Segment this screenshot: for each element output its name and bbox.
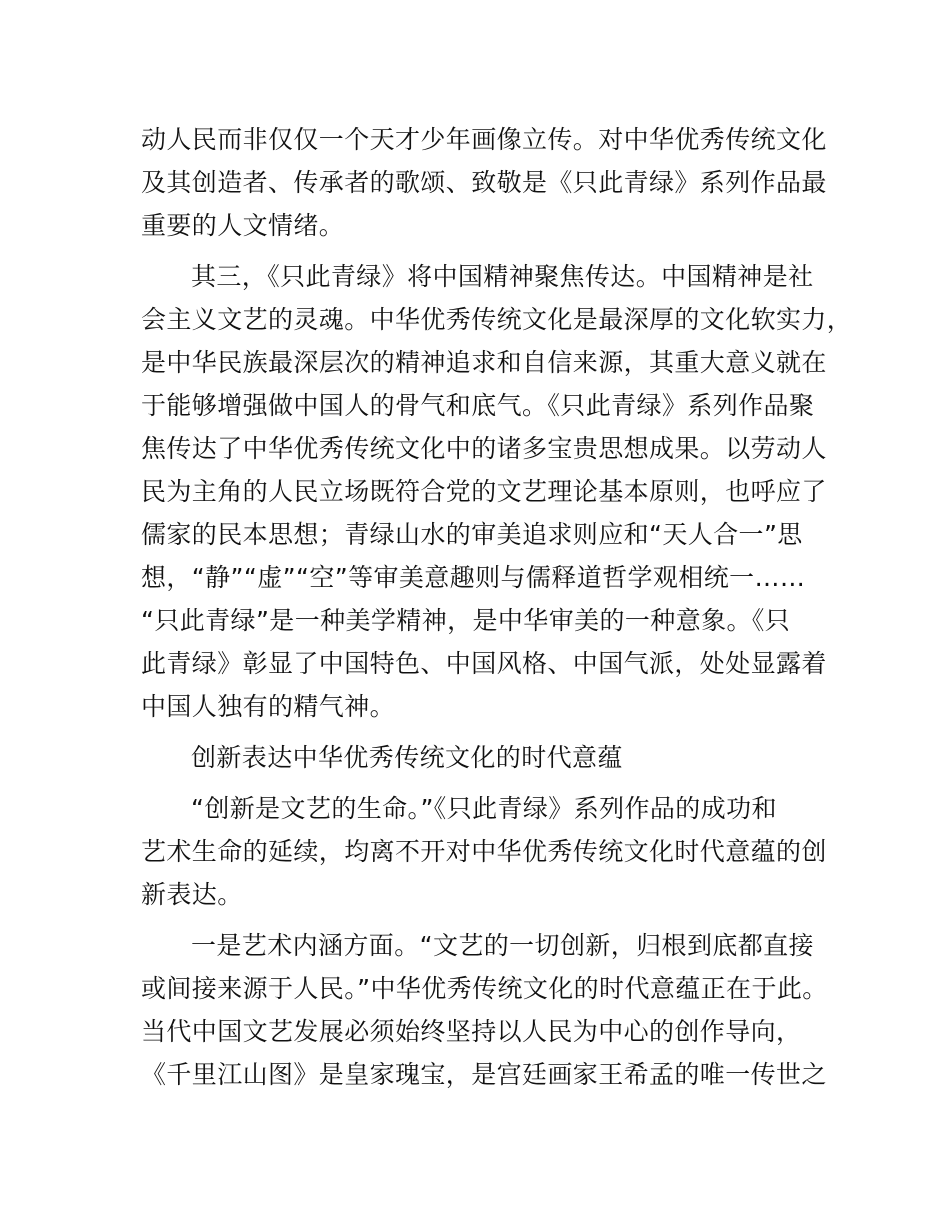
paragraph-artistic-connotation	[141, 924, 828, 1096]
paragraph-chinese-spirit	[141, 255, 853, 728]
text-line: “只此青绿”是一种美学精神，是中华审美的一种意象。《只	[141, 606, 791, 635]
paragraph-continuation	[141, 118, 827, 247]
text-line: 想，“静”“虚”“空”等审美意趣则与儒释道哲学观相统一……	[141, 563, 806, 592]
text-line: 于能够增强做中国人的骨气和底气。《只此青绿》系列作品聚	[141, 391, 815, 420]
section-heading-text: 创新表达中华优秀传统文化的时代意蕴	[191, 743, 623, 772]
text-line: 重要的人文情绪。	[141, 211, 345, 240]
text-line: 儒家的民本思想；青绿山水的审美追求则应和“天人合一”思	[141, 520, 803, 549]
text-line: 民为主角的人民立场既符合党的文艺理论基本原则，也呼应了	[141, 477, 827, 506]
text-line: 及其创造者、传承者的歌颂、致敬是《只此青绿》系列作品最	[141, 168, 827, 197]
text-line: “创新是文艺的生命。”《只此青绿》系列作品的成功和	[191, 794, 777, 823]
section-heading	[141, 736, 821, 779]
text-line: 中国人独有的精气神。	[141, 692, 396, 721]
text-line: 当代中国文艺发展必须始终坚持以人民为中心的创作导向，	[141, 1017, 802, 1046]
text-line: 艺术生命的延续，均离不开对中华优秀传统文化时代意蕴的创	[141, 837, 827, 866]
text-line: 此青绿》彰显了中国特色、中国风格、中国气派，处处显露着	[141, 649, 827, 678]
text-line: 动人民而非仅仅一个天才少年画像立传。对中华优秀传统文化	[141, 125, 827, 154]
text-line: 焦传达了中华优秀传统文化中的诸多宝贵思想成果。以劳动人	[141, 434, 827, 463]
text-line: 新表达。	[141, 880, 243, 909]
text-line: 会主义文艺的灵魂。中华优秀传统文化是最深厚的文化软实力，	[141, 305, 853, 334]
document-page	[141, 118, 853, 1104]
text-line: 一是艺术内涵方面。“文艺的一切创新，归根到底都直接	[191, 931, 814, 960]
text-line: 或间接来源于人民。”中华优秀传统文化的时代意蕴正在于此。	[141, 974, 828, 1003]
text-line: 《千里江山图》是皇家瑰宝，是宫廷画家王希孟的唯一传世之	[141, 1060, 827, 1089]
text-line: 其三，《只此青绿》将中国精神聚焦传达。中国精神是社	[191, 262, 814, 291]
text-line: 是中华民族最深层次的精神追求和自信来源，其重大意义就在	[141, 348, 827, 377]
paragraph-innovation	[141, 787, 827, 916]
